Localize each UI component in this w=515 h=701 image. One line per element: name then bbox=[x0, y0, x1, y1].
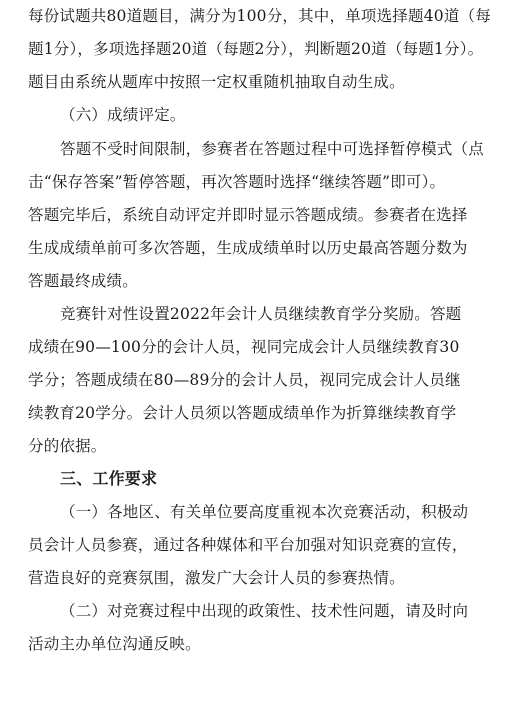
text-line: 学分；答题成绩在80—89分的会计人员，视同完成会计人员继 bbox=[28, 371, 461, 389]
text-line: 答题完毕后，系统自动评定并即时显示答题成绩。参赛者在选择 bbox=[28, 206, 468, 224]
text-line: 续教育20学分。会计人员须以答题成绩单作为折算继续教育学 bbox=[28, 404, 457, 422]
text-line: 每份试题共80道题目，满分为100分，其中，单项选择题40道（每 bbox=[28, 7, 491, 25]
text-line: 竞赛针对性设置2022年会计人员继续教育学分奖励。答题 bbox=[60, 305, 462, 323]
text-line: 击“保存答案”暂停答题，再次答题时选择“继续答题”即可）。 bbox=[28, 173, 446, 191]
text-line: 答题不受时间限制，参赛者在答题过程中可选择暂停模式（点 bbox=[60, 140, 484, 158]
text-line: 成绩在90—100分的会计人员，视同完成会计人员继续教育30 bbox=[28, 338, 460, 356]
text-line: 题目由系统从题库中按照一定权重随机抽取自动生成。 bbox=[28, 73, 405, 91]
text-line: 员会计人员参赛，通过各种媒体和平台加强对知识竞赛的宣传， bbox=[28, 536, 468, 554]
text-line: 答题最终成绩。 bbox=[28, 272, 138, 290]
text-line: 活动主办单位沟通反映。 bbox=[28, 635, 201, 653]
text-line: 题1分），多项选择题20道（每题2分），判断题20道（每题1分）。 bbox=[28, 40, 484, 58]
text-line: 分的依据。 bbox=[28, 437, 107, 455]
text-line: 营造良好的竞赛氛围，激发广大会计人员的参赛热情。 bbox=[28, 569, 405, 587]
section-heading-work-requirements: 三、工作要求 bbox=[60, 469, 158, 488]
text-line: 生成成绩单前可多次答题，生成成绩单时以历史最高答题分数为 bbox=[28, 239, 468, 257]
section-subheading: （六）成绩评定。 bbox=[60, 106, 186, 124]
text-line: （二）对竞赛过程中出现的政策性、技术性问题，请及时向 bbox=[60, 602, 469, 620]
text-line: （一）各地区、有关单位要高度重视本次竞赛活动，积极动 bbox=[60, 503, 469, 521]
